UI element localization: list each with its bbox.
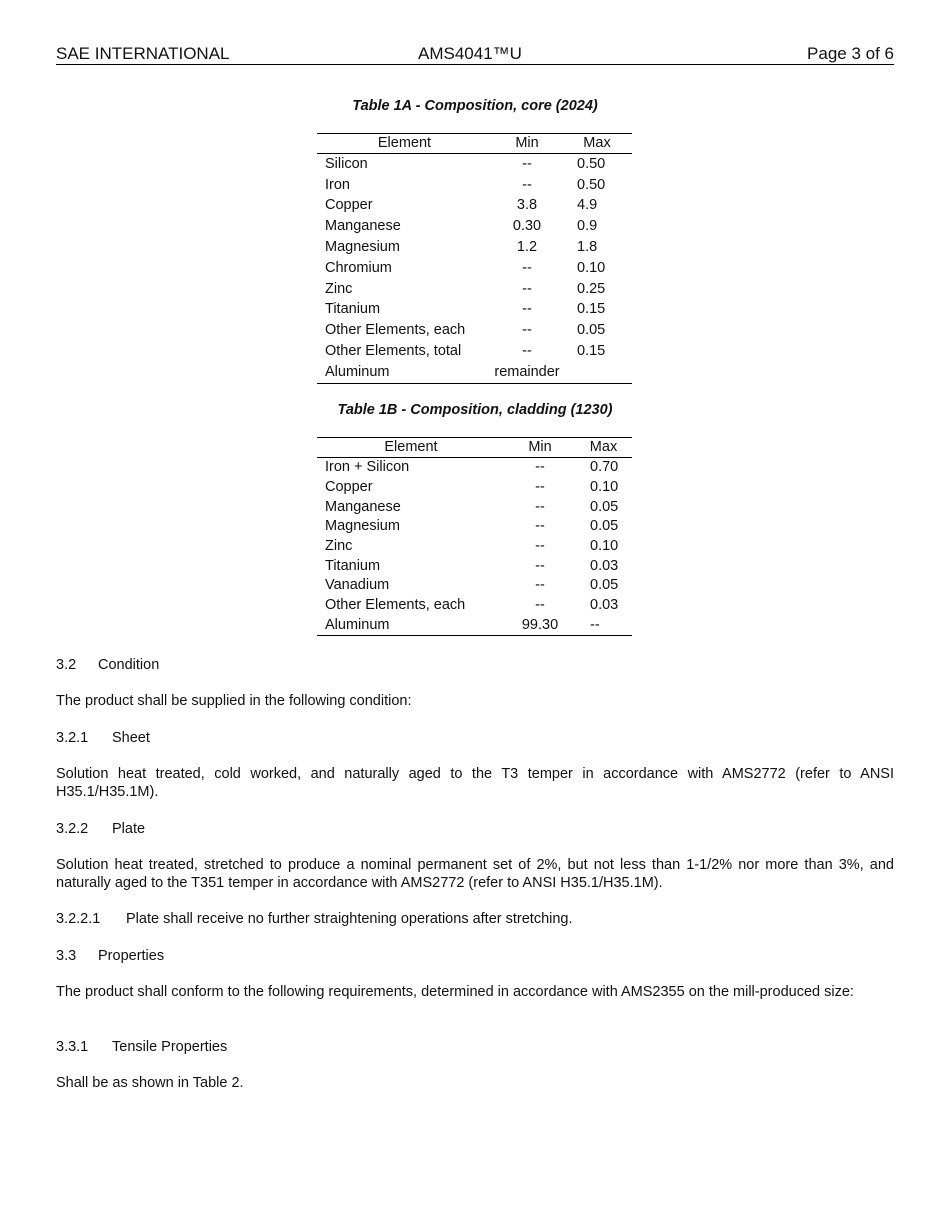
- max-cell: 0.05: [590, 498, 619, 515]
- table-row: [317, 596, 632, 616]
- section-number: 3.2.1: [56, 730, 89, 746]
- section-title: Properties: [98, 948, 165, 964]
- min-cell: --: [535, 577, 545, 594]
- element-cell: Other Elements, each: [325, 322, 466, 339]
- max-cell: 4.9: [577, 197, 598, 214]
- element-cell: Iron: [325, 176, 350, 193]
- min-cell: --: [522, 155, 532, 172]
- section-number: 3.3.1: [56, 1039, 89, 1055]
- max-cell: 0.9: [577, 218, 598, 235]
- element-cell: Titanium: [325, 557, 381, 574]
- min-cell: --: [535, 498, 545, 515]
- table-row: [317, 175, 632, 196]
- table-row: [317, 154, 632, 175]
- element-cell: Manganese: [325, 218, 401, 235]
- min-cell: --: [522, 322, 532, 339]
- max-cell: --: [590, 616, 600, 633]
- section-3-2-heading: [56, 656, 894, 674]
- section-title: Sheet: [112, 730, 150, 746]
- column-header-min: Min: [505, 438, 575, 458]
- table-row: [317, 616, 632, 636]
- min-cell: --: [535, 538, 545, 555]
- table-1a-body: [317, 154, 632, 384]
- table-1a-composition-core: [317, 133, 632, 384]
- table-row: [317, 341, 632, 362]
- max-cell: 0.05: [590, 577, 619, 594]
- min-cell: --: [522, 259, 532, 276]
- element-cell: Manganese: [325, 498, 401, 515]
- min-cell: 1.2: [516, 239, 538, 256]
- min-cell: --: [535, 518, 545, 535]
- element-cell: Aluminum: [325, 616, 390, 633]
- column-header-max: Max: [575, 438, 632, 458]
- section-title: Condition: [98, 657, 160, 673]
- min-cell: --: [535, 459, 545, 476]
- max-cell: 0.03: [590, 597, 619, 614]
- page-header: [56, 44, 894, 65]
- max-cell: 0.10: [590, 538, 619, 555]
- section-3-3-1-text: Shall be as shown in Table 2.: [56, 1075, 244, 1091]
- table-1b-composition-cladding: [317, 437, 632, 636]
- table-1b-body: [317, 458, 632, 636]
- element-cell: Aluminum: [325, 363, 390, 380]
- max-cell: 0.10: [590, 479, 619, 496]
- section-number: 3.2.2.1: [56, 911, 101, 927]
- min-cell: --: [535, 479, 545, 496]
- min-cell: --: [522, 280, 532, 297]
- max-cell: 0.70: [590, 459, 619, 476]
- header-org: SAE INTERNATIONAL: [56, 44, 230, 63]
- element-cell: Titanium: [325, 301, 381, 318]
- max-cell: 0.50: [577, 176, 606, 193]
- section-title: Plate: [112, 821, 146, 837]
- min-cell: --: [535, 557, 545, 574]
- column-header-element: Element: [317, 438, 505, 458]
- max-cell: 0.15: [577, 301, 606, 318]
- section-number: 3.2: [56, 657, 77, 673]
- column-header-min: Min: [492, 134, 562, 154]
- max-cell: 0.25: [577, 280, 606, 297]
- min-cell: --: [522, 176, 532, 193]
- section-number: 3.2.2: [56, 821, 89, 837]
- element-cell: Vanadium: [325, 577, 390, 594]
- table-row: [317, 478, 632, 498]
- min-cell: 0.30: [512, 218, 542, 235]
- table-row: [317, 458, 632, 478]
- min-cell: --: [522, 343, 532, 360]
- element-cell: Zinc: [325, 538, 353, 555]
- section-3-2-1-text: Solution heat treated, cold worked, and naturally aged to the T3 temper in accordance with AMS2772 (refer to ANSI H35.1/H35.1M).: [56, 766, 894, 800]
- element-cell: Magnesium: [325, 518, 400, 535]
- table-row: [317, 576, 632, 596]
- table-row: [317, 196, 632, 217]
- element-cell: Silicon: [325, 155, 368, 172]
- section-3-2-1-heading: [56, 729, 894, 747]
- max-cell: 0.15: [577, 343, 606, 360]
- max-cell: [562, 362, 632, 383]
- table-row: [317, 258, 632, 279]
- table-row: [317, 362, 632, 383]
- section-3-2-text: The product shall be supplied in the following condition:: [56, 693, 412, 709]
- table-header-row: [317, 134, 632, 154]
- column-header-max: Max: [562, 134, 632, 154]
- table-row: [317, 320, 632, 341]
- max-cell: 0.10: [577, 259, 606, 276]
- section-number: 3.3: [56, 948, 77, 964]
- min-cell: remainder: [494, 363, 560, 380]
- min-cell: --: [535, 597, 545, 614]
- table-header-row: [317, 438, 632, 458]
- table-row: [317, 279, 632, 300]
- min-cell: --: [522, 301, 532, 318]
- max-cell: 0.50: [577, 155, 606, 172]
- element-cell: Iron + Silicon: [325, 459, 410, 476]
- table-row: [317, 517, 632, 537]
- element-cell: Copper: [325, 479, 373, 496]
- table-row: [317, 300, 632, 321]
- table-row: [317, 556, 632, 576]
- header-page-number: Page 3 of 6: [807, 44, 894, 63]
- element-cell: Zinc: [325, 280, 353, 297]
- element-cell: Copper: [325, 197, 373, 214]
- table-row: [317, 537, 632, 557]
- section-title: Tensile Properties: [112, 1039, 228, 1055]
- section-3-2-2-heading: [56, 820, 894, 838]
- table-1a-caption: Table 1A - Composition, core (2024): [352, 98, 598, 114]
- table-row: [317, 497, 632, 517]
- min-cell: 99.30: [521, 616, 559, 633]
- section-3-2-2-text: Solution heat treated, stretched to produce a nominal permanent set of 2%, but not less than 1-1/2% nor more than 3%, and naturally aged to the T351 temper in accordance with AMS2772 (refer to ANSI H35.1/H35.1M).: [56, 857, 894, 891]
- element-cell: Magnesium: [325, 239, 400, 256]
- table-row: [317, 237, 632, 258]
- section-3-3-heading: [56, 947, 894, 965]
- min-cell: 3.8: [516, 197, 538, 214]
- max-cell: 0.03: [590, 557, 619, 574]
- section-3-2-2-1-paragraph: [56, 910, 894, 928]
- element-cell: Chromium: [325, 259, 392, 276]
- column-header-element: Element: [317, 134, 492, 154]
- max-cell: 0.05: [577, 322, 606, 339]
- element-cell: Other Elements, each: [325, 597, 466, 614]
- section-3-3-text: The product shall conform to the following requirements, determined in accordance with AMS2355 on the mill-produced size:: [56, 984, 854, 1000]
- max-cell: 0.05: [590, 518, 619, 535]
- table-1b-caption: Table 1B - Composition, cladding (1230): [337, 402, 613, 418]
- section-text: Plate shall receive no further straightening operations after stretching.: [126, 911, 573, 927]
- table-row: [317, 216, 632, 237]
- max-cell: 1.8: [577, 239, 598, 256]
- section-3-3-1-heading: [56, 1038, 894, 1056]
- header-doc-id: AMS4041™U: [418, 44, 522, 63]
- element-cell: Other Elements, total: [325, 343, 462, 360]
